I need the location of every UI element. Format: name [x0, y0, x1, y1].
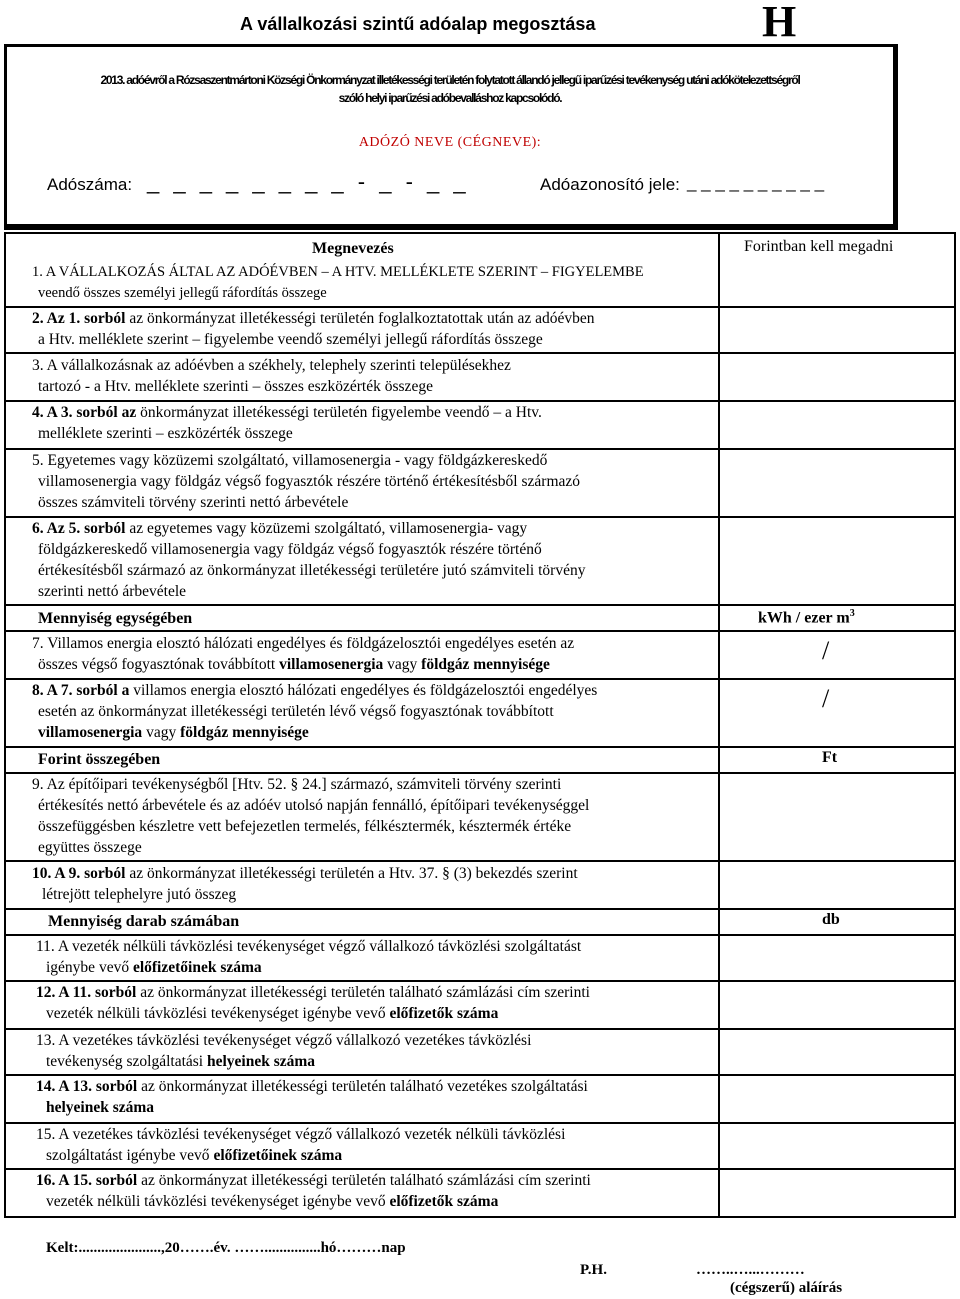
row-9-line: együttes összege [38, 839, 142, 856]
row-4 [32, 402, 702, 444]
row-7-text: összes végső fogyasztónak továbbított [38, 656, 280, 673]
row-1-line: 1. A VÁLLALKOZÁS ÁLTAL AZ ADÓÉVBEN – A HTV. MELLÉKLETE SZERINT – FIGYELEMBE [32, 264, 644, 280]
row-divider [6, 630, 954, 632]
row-14-text: az önkormányzat illetékességi területén található vezetékes szolgáltatási [137, 1078, 588, 1095]
row-divider [6, 604, 954, 606]
signature-line[interactable]: ……..…...……… [696, 1262, 805, 1278]
row-divider [6, 746, 954, 748]
row-5-line: villamosenergia vagy földgáz végső fogyasztók részére történő értékesítésből származó [38, 473, 581, 490]
row-8-text: villamos energia elosztó hálózati engedélyes és földgázelosztói engedélyes [129, 682, 598, 699]
row-16-bold: előfizetők száma [389, 1193, 499, 1210]
row-7-bold: földgáz mennyisége [421, 656, 550, 673]
row-3-line: 3. A vállalkozásnak az adóévben a székhely, telephely szerinti településekhez [32, 357, 511, 374]
section-count: Mennyiség darab számában [48, 913, 240, 930]
row-11 [36, 936, 706, 978]
row-8-bold: földgáz mennyisége [180, 724, 309, 741]
row-16-text: vezeték nélküli távközlési tevékenységet igénybe vevő [46, 1193, 390, 1210]
unit-db: db [822, 911, 840, 928]
form-title: A vállalkozási szintű adóalap megosztása [240, 14, 596, 34]
intro-line-2: szóló helyi iparűzési adóbevalláshoz kapcsolódó. [338, 91, 562, 105]
row-15-bold: előfizetőinek száma [213, 1147, 343, 1164]
row-6-text: az egyetemes vagy közüzemi szolgáltató, villamosenergia- vagy [125, 520, 528, 537]
row-4-line: melléklete szerinti – eszközérték összege [38, 425, 293, 442]
row-12-text: az önkormányzat illetékességi területén található számlázási cím szerinti [136, 984, 590, 1001]
unit-ft: Ft [822, 749, 838, 766]
row-13-bold: helyeinek száma [206, 1053, 316, 1070]
row-16-text: az önkormányzat illetékességi területén található számlázási cím szerinti [137, 1172, 591, 1189]
row-9-line: összefüggésben készletre vett befejezetlen termelés, félkésztermék, késztermék értéke [38, 818, 572, 835]
row-number: 6. Az 5. sorból [32, 520, 126, 537]
unit-kwh-text: kWh / ezer m [758, 609, 850, 627]
form-letter: H [762, 0, 797, 46]
taxpayer-box [4, 44, 898, 230]
row-1-line: veendő összes személyi jellegű ráfordítás összege [38, 285, 327, 301]
row-8 [32, 680, 702, 743]
row-6-line: szerinti nettó árbevétele [38, 583, 187, 600]
tax-number-label: Adószáma: [47, 175, 133, 194]
row-9-line: 9. Az építőipari tevékenységből [Htv. 52. § 24.] származó, számviteli törvény szerinti [32, 776, 562, 793]
row-11-bold: előfizetőinek száma [132, 959, 262, 976]
row-10 [32, 863, 702, 905]
row-divider [6, 352, 954, 354]
slash-7: / [822, 636, 830, 665]
section-forint: Forint összegében [38, 751, 161, 768]
taxpayer-name-label: ADÓZÓ NEVE (CÉGNEVE): [358, 135, 542, 150]
intro-text [7, 71, 893, 107]
row-5 [32, 450, 702, 513]
row-12-text: vezeték nélküli távközlési tevékenységet igénybe vevő [46, 1005, 390, 1022]
section-quantity: Mennyiség egységében [38, 610, 193, 627]
row-8-bold: villamosenergia [38, 724, 143, 741]
row-9-line: értékesítés nettó árbevétele és az adóév utolsó napján fennálló, építőipari tevékenységgel [38, 797, 590, 814]
row-12-bold: előfizetők száma [389, 1005, 499, 1022]
intro-line-1: 2013. adóévről a Rózsaszentmártoni Községi Önkormányzat illetékességi területén folytatott állandó jellegű iparűzési tevékenység utáni adókötelezettségről [100, 73, 800, 87]
col-value-header: Forintban kell megadni [744, 238, 894, 255]
row-14 [36, 1076, 706, 1118]
tax-id-label: Adóazonosító jele: [540, 175, 680, 194]
row-12 [36, 982, 706, 1024]
row-number: 14. A 13. sorból [36, 1078, 138, 1095]
row-7 [32, 633, 702, 675]
row-number: 8. A 7. sorból a [32, 682, 130, 699]
row-11-line: 11. A vezeték nélküli távközlési tevékenységet végző vállalkozó távközlési szolgáltatást [36, 938, 582, 955]
row-16 [36, 1170, 706, 1212]
row-8-text: vagy [142, 724, 181, 741]
tax-id-field[interactable]: _ _ _ _ _ _ _ _ _ _ [687, 173, 825, 192]
row-6 [32, 518, 702, 602]
row-number: 10. A 9. sorból [32, 865, 126, 882]
row-10-line: létrejött telephelyre jutó összeg [42, 886, 237, 903]
row-number: 12. A 11. sorból [36, 984, 137, 1001]
row-2 [32, 308, 702, 350]
date-line[interactable]: Kelt:......................,20…….év. ……...............hó………nap [46, 1240, 406, 1256]
row-9 [32, 774, 702, 858]
row-2-text: az önkormányzat illetékességi területén foglalkoztatottak után az adóévben [125, 310, 595, 327]
row-number: 4. A 3. sorból az [32, 404, 137, 421]
row-15-text: szolgáltatást igénybe vevő [46, 1147, 214, 1164]
signature-label: (cégszerű) aláírás [730, 1280, 843, 1296]
unit-superscript: 3 [849, 608, 855, 619]
row-number: 16. A 15. sorból [36, 1172, 138, 1189]
data-table [4, 232, 956, 1218]
stamp-label: P.H. [580, 1262, 607, 1278]
row-15 [36, 1124, 706, 1166]
row-7-text: vagy [383, 656, 422, 673]
row-divider [6, 860, 954, 862]
row-14-bold: helyeinek száma [46, 1099, 155, 1116]
row-10-text: az önkormányzat illetékességi területén a Htv. 37. § (3) bekezdés szerint [125, 865, 578, 882]
row-5-line: összes számviteli törvény szerinti nettó árbevétele [38, 494, 349, 511]
row-3 [32, 355, 702, 397]
column-divider [718, 234, 720, 1216]
row-3-line: tartozó - a Htv. melléklete szerinti – összes eszközérték összege [38, 378, 433, 395]
row-divider [6, 908, 954, 910]
row-number: 2. Az 1. sorból [32, 310, 126, 327]
unit-kwh [758, 608, 855, 627]
row-7-bold: villamosenergia [279, 656, 384, 673]
tax-number-field[interactable]: _ _ _ _ _ _ _ _ - _ - _ _ [147, 169, 470, 194]
row-4-text: önkormányzat illetékességi területén figyelembe veendő – a Htv. [136, 404, 542, 421]
col-name-header: Megnevezés [312, 240, 394, 257]
slash-8: / [822, 684, 830, 713]
row-8-line: esetén az önkormányzat illetékességi területén lévő végső fogyasztónak továbbított [38, 703, 554, 720]
row-11-text: igénybe vevő [46, 959, 133, 976]
row-13 [36, 1030, 706, 1072]
row-6-line: földgázkereskedő villamosenergia vagy földgáz végső fogyasztók részére történő [38, 541, 542, 558]
row-2-line: a Htv. melléklete szerint – figyelembe veendő személyi jellegű ráfordítás összege [38, 331, 543, 348]
row-13-text: tevékenység szolgáltatási [46, 1053, 207, 1070]
row-5-line: 5. Egyetemes vagy közüzemi szolgáltató, villamosenergia - vagy földgázkereskedő [32, 452, 548, 469]
row-1 [32, 262, 702, 304]
row-7-line: 7. Villamos energia elosztó hálózati engedélyes és földgázelosztói engedélyes esetén az [32, 635, 575, 652]
row-6-line: értékesítésből származó az önkormányzat illetékességi területére jutó számviteli törvény [38, 562, 586, 579]
row-15-line: 15. A vezetékes távközlési tevékenységet végző vállalkozó vezeték nélküli távközlési [36, 1126, 566, 1143]
row-13-line: 13. A vezetékes távközlési tevékenységet végző vállalkozó vezetékes távközlési [36, 1032, 532, 1049]
